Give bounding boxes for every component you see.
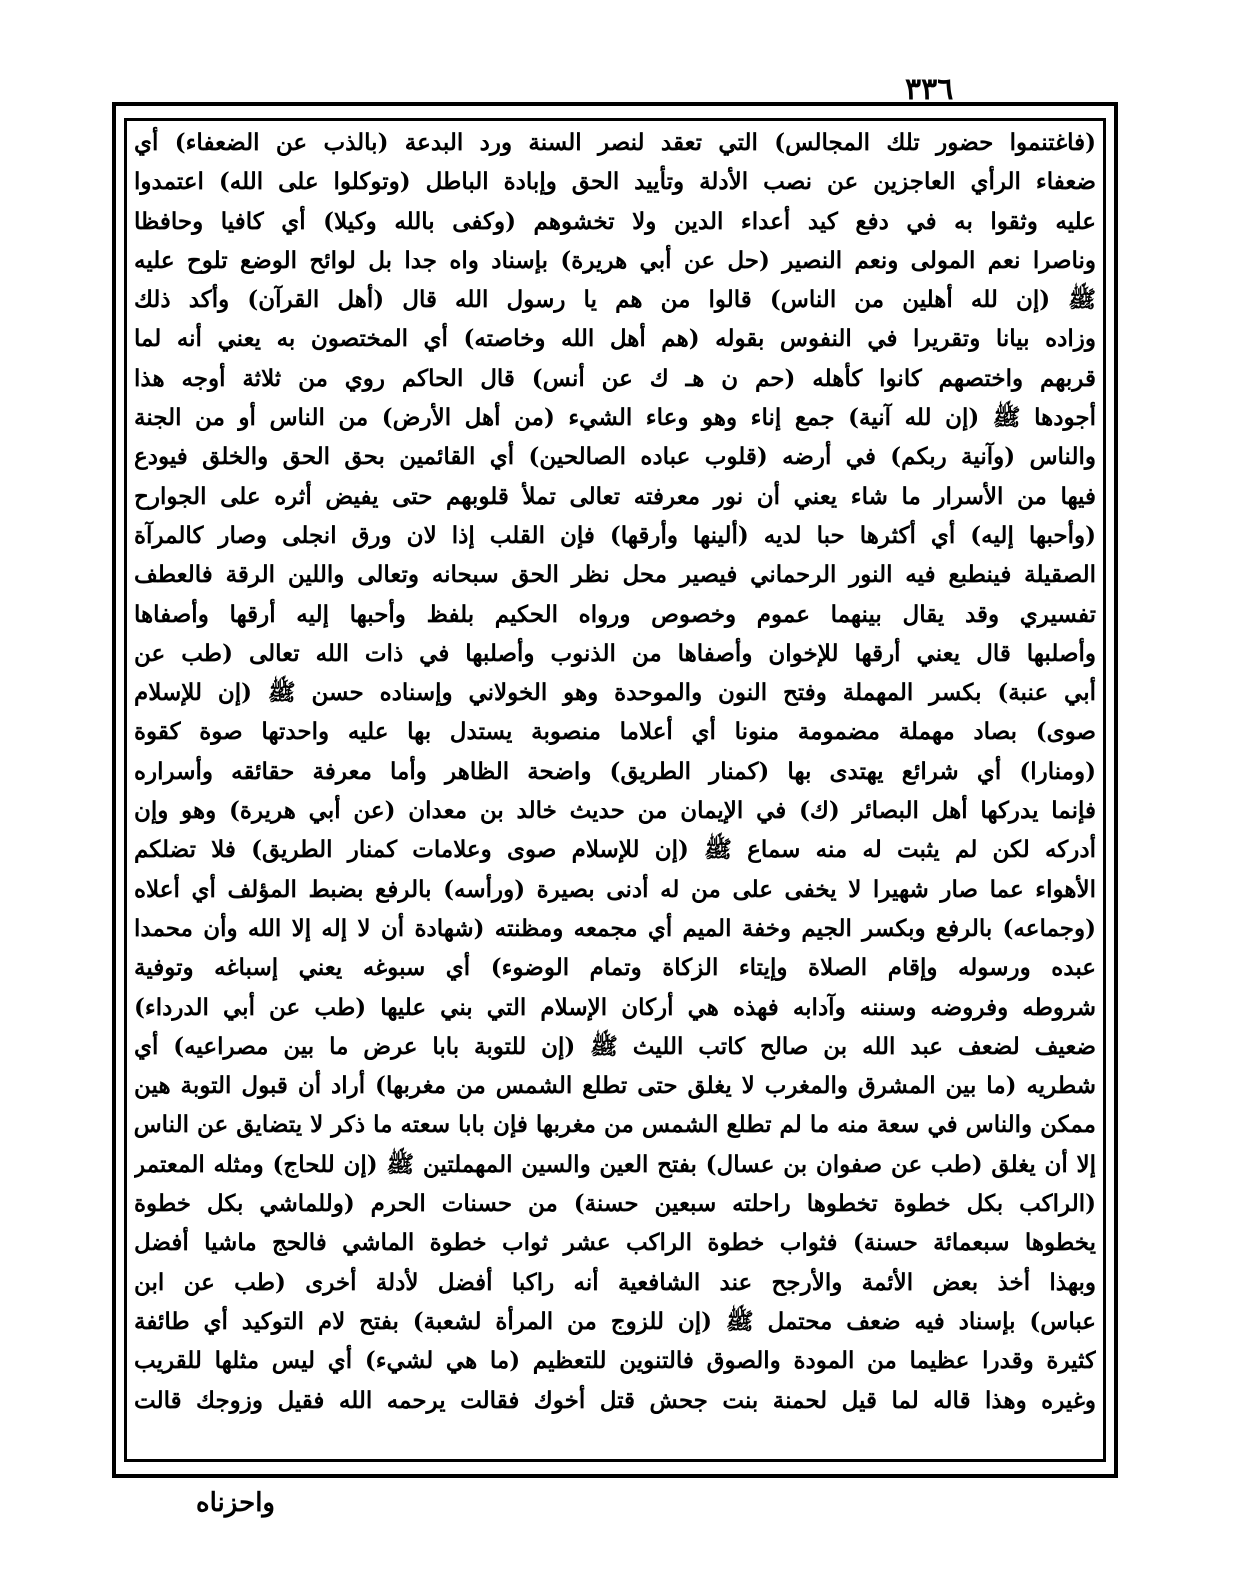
text-line: قربهم واختصهم كانوا كأهله (حم ن هـ ك عن أنس) قال الحاكم روي من ثلاثة أوجه هذا	[134, 364, 1096, 392]
text-line: ضعيف لضعف عبد الله بن صالح كاتب الليث ﷺ (إن للتوبة بابا عرض ما بين مصراعيه) أي	[134, 1032, 1096, 1060]
text-line: الصقيلة فينطبع فيه النور الرحماني فيصير محل نظر الحق سبحانه وتعالى واللين الرقة فالعطف	[134, 561, 1096, 589]
text-line: صوى) بصاد مهملة مضمومة منونا أي أعلاما منصوبة يستدل بها عليه واحدتها صوة كقوة	[134, 718, 1096, 746]
text-line: وأصلبها قال يعني أرقها للإخوان وأصفاها من الذنوب وأصلبها في ذات الله تعالى (طب عن	[134, 639, 1096, 667]
text-line: فإنما يدركها أهل البصائر (ك) في الإيمان من حديث خالد بن معدان (عن أبي هريرة) وهو وإن	[134, 797, 1096, 825]
text-line: شطريه (ما بين المشرق والمغرب لا يغلق حتى تطلع الشمس من مغربها) أراد أن قبول التوبة هين	[134, 1072, 1096, 1100]
text-line: ضعفاء الرأي العاجزين عن نصب الأدلة وتأييد الحق وإبادة الباطل (وتوكلوا على الله) اعتمدوا	[134, 168, 1096, 196]
text-line: عبده ورسوله وإقام الصلاة وإيتاء الزكاة وتمام الوضوء) أي سبوغه يعني إسباغه وتوفية	[134, 954, 1096, 982]
text-line: فيها من الأسرار ما شاء يعني أن نور معرفته تعالى تملأ قلوبهم حتى يفيض أثره على الجوارح	[134, 482, 1096, 510]
text-line: شروطه وفروضه وسننه وآدابه فهذه هي أركان الإسلام التي بني عليها (طب عن أبي الدرداء)	[134, 993, 1096, 1021]
text-line: (ومنارا) أي شرائع يهتدى بها (كمنار الطريق) واضحة الظاهر وأما معرفة حقائقه وأسراره	[134, 757, 1096, 785]
page-number: ٣٣٦	[905, 72, 954, 107]
text-line: تفسيري وقد يقال بينهما عموم وخصوص ورواه الحكيم بلفظ وأحبها إليه أرقها وأصفاها	[134, 600, 1096, 628]
catchword: واحزناه	[196, 1488, 275, 1518]
text-line: (وجماعه) بالرفع وبكسر الجيم وخفة الميم أي مجمعه ومظنته (شهادة أن لا إله إلا الله وأن محمدا	[134, 914, 1096, 942]
text-line: عباس) بإسناد فيه ضعف محتمل ﷺ (إن للزوج من المرأة لشعبة) بفتح لام التوكيد أي طائفة	[134, 1307, 1096, 1335]
text-line: والناس (وآنية ربكم) في أرضه (قلوب عباده الصالحين) أي القائمين بحق الحق والخلق فيودع	[134, 443, 1096, 471]
text-line: (الراكب بكل خطوة تخطوها راحلته سبعين حسنة) من حسنات الحرم (وللماشي بكل خطوة	[134, 1190, 1096, 1218]
text-line: ﷺ (إن لله أهلين من الناس) قالوا من هم يا رسول الله قال (أهل القرآن) وأكد ذلك	[134, 286, 1096, 314]
text-line: ممكن والناس في سعة منه ما لم تطلع الشمس من مغربها فإن بابا سعته ما ذكر لا يتضايق عن الناس	[134, 1111, 1096, 1139]
text-line: كثيرة وقدرا عظيما من المودة والصوق فالتنوين للتعظيم (ما هي لشيء) أي ليس مثلها للقريب	[134, 1347, 1096, 1375]
text-line: أجودها ﷺ (إن لله آنية) جمع إناء وهو وعاء الشيء (من أهل الأرض) من الناس أو من الجنة	[134, 404, 1096, 432]
text-line: الأهواء عما صار شهيرا لا يخفى على من له أدنى بصيرة (ورأسه) بالرفع بضبط المؤلف أي أعلاه	[134, 875, 1096, 903]
text-line: وناصرا نعم المولى ونعم النصير (حل عن أبي هريرة) بإسناد واه جدا بل لوائح الوضع تلوح عليه	[134, 246, 1096, 274]
text-line: (وأحبها إليه) أي أكثرها حبا لديه (ألينها وأرقها) فإن القلب إذا لان ورق انجلى وصار كالمرآة	[134, 521, 1096, 549]
text-line	[134, 1421, 1096, 1458]
text-line: (فاغتنموا حضور تلك المجالس) التي تعقد لنصر السنة ورد البدعة (بالذب عن الضعفاء) أي	[134, 129, 1096, 156]
text-line: أبي عنبة) بكسر المهملة وفتح النون والموحدة وهو الخولاني وإسناده حسن ﷺ (إن للإسلام	[134, 679, 1096, 707]
text-line: عليه وثقوا به في دفع كيد أعداء الدين ولا تخشوهم (وكفى بالله وكيلا) أي كافيا وحافظا	[134, 207, 1096, 235]
text-block	[134, 124, 1096, 1458]
text-line: يخطوها سبعمائة حسنة) فثواب خطوة الراكب عشر ثواب خطوة الماشي فالحج ماشيا أفضل	[134, 1229, 1096, 1257]
text-line: وزاده بيانا وتقريرا في النفوس بقوله (هم أهل الله وخاصته) أي المختصون به يعني أنه لما	[134, 325, 1096, 353]
text-line: وبهذا أخذ بعض الأئمة والأرجح عند الشافعية أنه راكبا أفضل لأدلة أخرى (طب عن ابن	[134, 1268, 1096, 1296]
text-line: إلا أن يغلق (طب عن صفوان بن عسال) بفتح العين والسين المهملتين ﷺ (إن للحاج) ومثله المعتمر	[134, 1150, 1096, 1178]
text-line: وغيره وهذا قاله لما قيل لحمنة بنت جحش قتل أخوك فقالت يرحمه الله فقيل وزوجك قالت	[134, 1386, 1096, 1414]
text-line: أدركه لكن لم يثبت له منه سماع ﷺ (إن للإسلام صوى وعلامات كمنار الطريق) فلا تضلكم	[134, 836, 1096, 864]
